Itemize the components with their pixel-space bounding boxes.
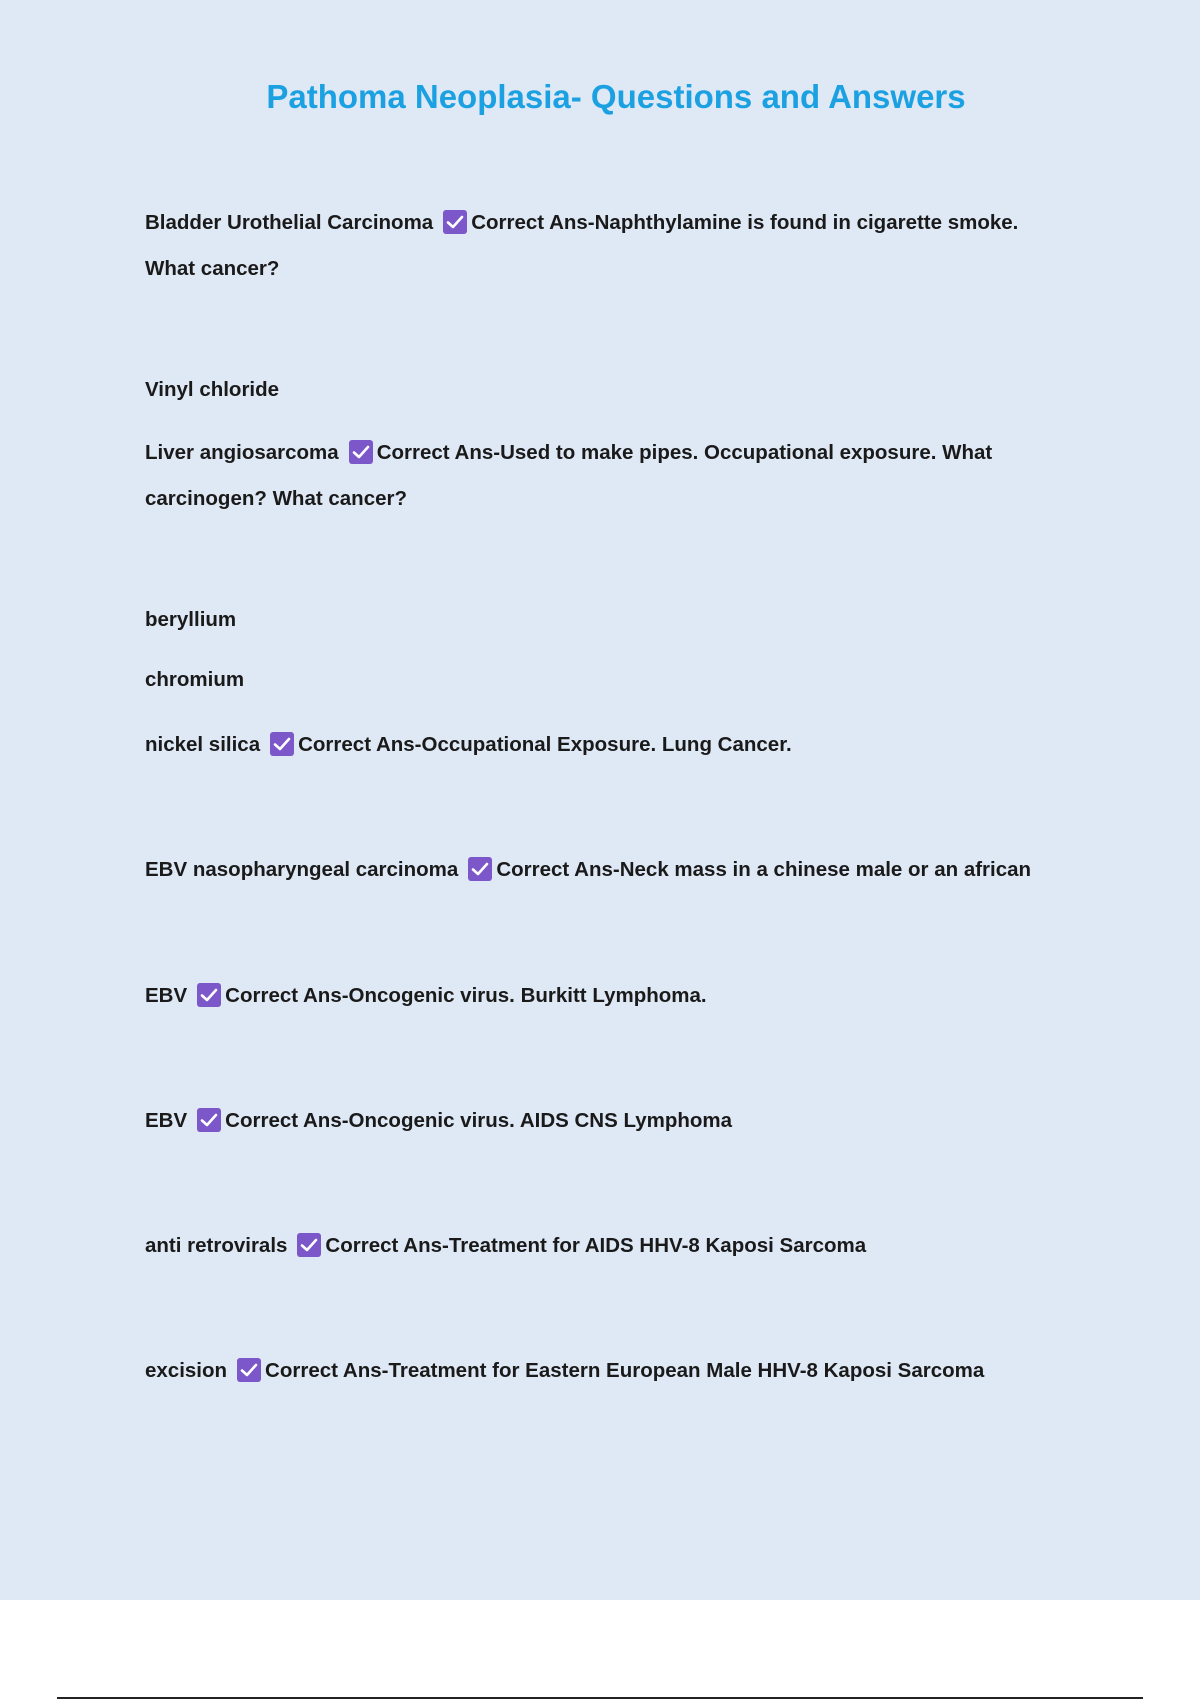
checked-box-icon [237, 1358, 261, 1382]
qa-entry-nickel-silica [145, 731, 1065, 759]
answer-text-continued: carcinogen? What cancer? [145, 487, 408, 510]
qa-entry-bladder-continued [145, 255, 1065, 283]
plain-text: beryllium [145, 608, 237, 631]
term: nickel silica [145, 733, 261, 756]
answer-text: Correct Ans-Oncogenic virus. AIDS CNS Lymphoma [225, 1109, 733, 1132]
term: Liver angiosarcoma [145, 441, 339, 464]
checked-box-icon [443, 210, 467, 234]
checked-box-icon [270, 732, 294, 756]
qa-entry-liver-angiosarcoma-continued [145, 485, 1065, 513]
answer-text: Correct Ans-Treatment for Eastern European Male HHV-8 Kaposi Sarcoma [265, 1359, 985, 1382]
qa-entry-excision [145, 1357, 1065, 1385]
qa-entry-ebv-nasopharyngeal [145, 856, 1065, 884]
answer-text: Correct Ans-Used to make pipes. Occupational exposure. What [376, 441, 993, 464]
qa-entry-anti-retrovirals [145, 1232, 1065, 1260]
checked-box-icon [197, 1108, 221, 1132]
answer-text: Correct Ans-Neck mass in a chinese male or an african [496, 858, 1032, 881]
term: anti retrovirals [145, 1234, 288, 1257]
qa-entry-ebv-burkitt [145, 982, 1065, 1010]
checked-box-icon [297, 1233, 321, 1257]
term: EBV [145, 1109, 188, 1132]
answer-text: Correct Ans-Treatment for AIDS HHV-8 Kaposi Sarcoma [325, 1234, 867, 1257]
footer-divider [57, 1697, 1143, 1699]
plain-text: Vinyl chloride [145, 378, 280, 401]
checked-box-icon [349, 440, 373, 464]
answer-text: Correct Ans-Oncogenic virus. Burkitt Lymphoma. [225, 984, 707, 1007]
answer-text: Correct Ans-Occupational Exposure. Lung Cancer. [298, 733, 792, 756]
term: EBV nasopharyngeal carcinoma [145, 858, 459, 881]
text-line-vinyl-chloride [145, 376, 1065, 404]
term: excision [145, 1359, 228, 1382]
term: Bladder Urothelial Carcinoma [145, 211, 434, 234]
qa-entry-liver-angiosarcoma [145, 439, 1065, 467]
answer-text-continued: What cancer? [145, 257, 280, 280]
answer-text: Correct Ans-Naphthylamine is found in cigarette smoke. [471, 211, 1019, 234]
document-title: Pathoma Neoplasia- Questions and Answers [266, 78, 966, 115]
plain-text: chromium [145, 668, 245, 691]
term: EBV [145, 984, 188, 1007]
text-line-chromium [145, 666, 1065, 694]
qa-entry-ebv-aids-cns [145, 1107, 1065, 1135]
checked-box-icon [468, 857, 492, 881]
text-line-beryllium [145, 606, 1065, 634]
checked-box-icon [197, 983, 221, 1007]
qa-entry-bladder [145, 209, 1065, 237]
